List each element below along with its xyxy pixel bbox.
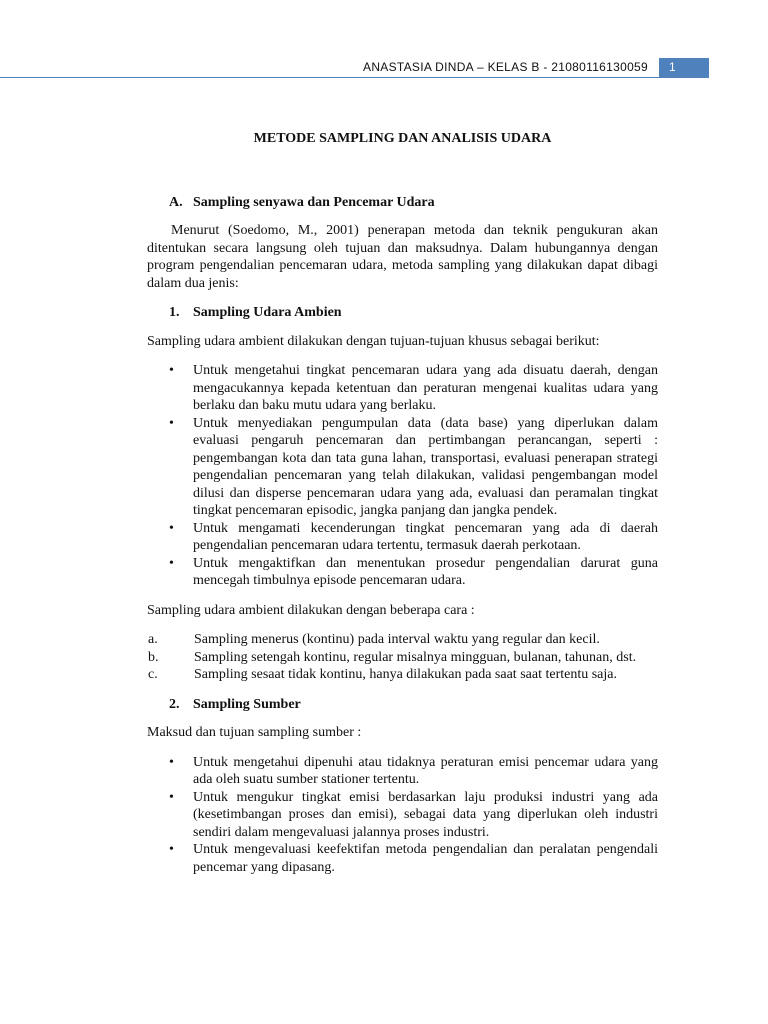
page-number-badge: 1 — [659, 58, 709, 77]
section-2-marker: 2. — [169, 696, 180, 712]
section-1-bullet-list — [147, 362, 658, 590]
list-item: • Untuk mengamati kecenderungan tingkat pencemaran yang ada di daerah pengendalian pencemaran udara tertentu, termasuk daerah perkotaan. — [147, 520, 658, 555]
list-item: a. Sampling menerus (kontinu) pada interval waktu yang regular dan kecil. — [148, 632, 600, 647]
list-item: • Untuk mengevaluasi keefektifan metoda pengendalian dan peralatan pengendali pencemar yang dipasang. — [147, 841, 658, 876]
bullet-icon: • — [169, 789, 174, 805]
section-a-heading — [147, 194, 658, 212]
section-a-title: Sampling senyawa dan Pencemar Udara — [193, 194, 435, 210]
section-1-marker: 1. — [169, 305, 180, 320]
section-2-title: Sampling Sumber — [193, 696, 301, 712]
section-1-methods-list — [147, 631, 658, 684]
section-2-lead: Maksud dan tujuan sampling sumber : — [147, 725, 362, 740]
section-2-heading — [147, 696, 658, 714]
list-item: • Untuk mengetahui tingkat pencemaran udara yang ada disuatu daerah, dengan mengacukannya kepada ketentuan dan peraturan mengenai kualitas udara yang berlaku dan baku mutu udara yang berlaku. — [147, 362, 658, 415]
section-a-marker: A. — [169, 194, 183, 210]
bullet-icon: • — [169, 555, 174, 571]
section-1-title: Sampling Udara Ambien — [193, 305, 342, 320]
list-item: b. Sampling setengah kontinu, regular misalnya mingguan, bulanan, tahunan, dst. — [148, 649, 637, 665]
header-author-line: ANASTASIA DINDA – KELAS B - 21080116130059 — [363, 60, 648, 74]
list-item: c. Sampling sesaat tidak kontinu, hanya dilakukan pada saat saat tertentu saja. — [148, 667, 617, 682]
section-a-intro: Menurut (Soedomo, M., 2001) penerapan metoda dan teknik pengukuran akan ditentukan secara langsung oleh tujuan dan maksudnya. Dalam hubungannya dengan program pengendalian pencemaran udara, metoda sampling yang dilakukan dapat dibagi dalam dua jenis: — [147, 223, 658, 291]
document-body — [147, 130, 658, 888]
bullet-icon: • — [169, 363, 174, 378]
list-item: • Untuk mengetahui dipenuhi atau tidaknya peraturan emisi pencemar udara yang ada oleh suatu sumber stationer tertentu. — [147, 754, 658, 789]
list-item: • Untuk menyediakan pengumpulan data (data base) yang diperlukan dalam evaluasi pengaruh pencemaran dan pertimbangan perancangan, seperti : pengembangan kota dan tata guna lahan, transportasi, evaluasi penerapan strategi pengendalian pencemaran yang telah dilakukan, validasi pengembangan model dilusi dan disperse pencemaran udara yang ada, evaluasi dan peramalan tingkat tingkat pencemaran episodic, jangka panjang dan jangka pendek. — [147, 415, 658, 520]
list-item: • Untuk mengukur tingkat emisi berdasarkan laju produksi industri yang ada (kesetimbangan proses dan emisi), sebagai data yang diperlukan oleh industri sendiri dalam mengevaluasi jalannya proses industri. — [147, 789, 658, 842]
header-rule — [0, 77, 709, 78]
section-2-bullet-list — [147, 754, 658, 877]
bullet-icon: • — [169, 754, 174, 770]
section-1-heading — [147, 304, 658, 322]
list-item: • Untuk mengaktifkan dan menentukan prosedur pengendalian darurat guna mencegah timbulnya episode pencemaran udara. — [147, 555, 658, 590]
page-header — [0, 58, 768, 80]
bullet-icon: • — [169, 842, 174, 857]
section-1-lead: Sampling udara ambient dilakukan dengan tujuan-tujuan khusus sebagai berikut: — [147, 333, 600, 349]
bullet-icon: • — [169, 415, 174, 431]
document-title: METODE SAMPLING DAN ANALISIS UDARA — [253, 131, 552, 146]
bullet-icon: • — [169, 520, 174, 536]
section-1-methods-lead: Sampling udara ambient dilakukan dengan beberapa cara : — [147, 602, 475, 618]
